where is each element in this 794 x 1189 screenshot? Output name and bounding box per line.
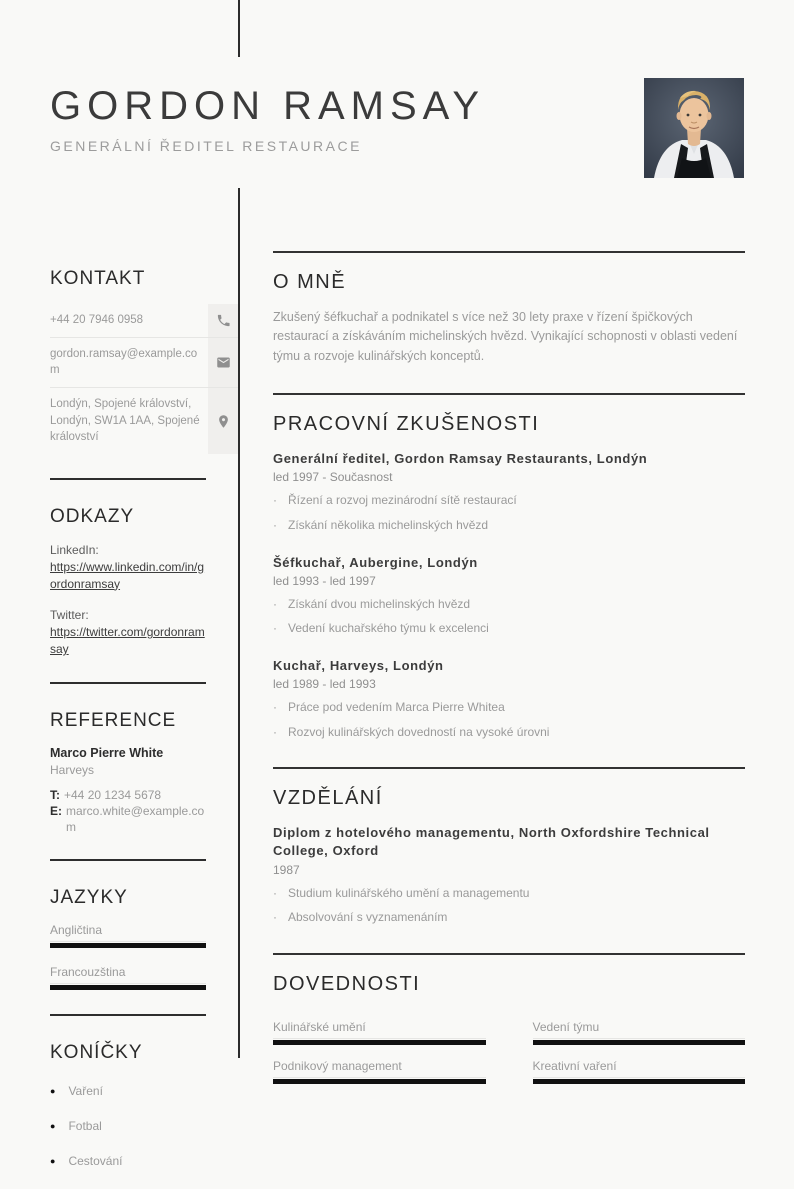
reference-phone-row bbox=[50, 787, 210, 803]
hobby-item bbox=[50, 1119, 238, 1133]
job-dates: led 1993 - led 1997 bbox=[273, 573, 376, 588]
experience-heading: PRACOVNÍ ZKUŠENOSTI bbox=[273, 413, 540, 436]
location-icon bbox=[208, 388, 238, 454]
section-education bbox=[273, 767, 745, 926]
skill-level-bar bbox=[533, 1040, 746, 1045]
twitter-link[interactable]: https://twitter.com/gordonramsay bbox=[50, 625, 205, 657]
reference-email-row bbox=[50, 803, 210, 835]
language-item bbox=[50, 965, 206, 990]
reference-heading: REFERENCE bbox=[50, 709, 177, 731]
link-item-linkedin bbox=[50, 542, 238, 592]
skill-name: Vedení týmu bbox=[533, 1020, 746, 1039]
hobby-item bbox=[50, 1084, 238, 1098]
education-title: Diplom z hotelového managementu, North Oxfordshire Technical College, Oxford bbox=[273, 825, 710, 859]
sidebar bbox=[50, 268, 238, 1189]
skill-item bbox=[533, 1059, 746, 1084]
linkedin-label: LinkedIn: bbox=[50, 543, 99, 558]
link-item-twitter bbox=[50, 607, 238, 657]
bullet-icon: ● bbox=[50, 1120, 56, 1131]
contact-row-email bbox=[50, 338, 238, 388]
bullet-icon: · bbox=[273, 493, 277, 508]
job-bullet: · Řízení a rozvoj mezinárodní sítě restaurací bbox=[273, 493, 517, 508]
contact-row-address bbox=[50, 388, 238, 454]
twitter-label: Twitter: bbox=[50, 608, 89, 623]
main-column bbox=[273, 251, 745, 1125]
reference-email-value: marco.white@example.com bbox=[66, 804, 205, 835]
job-title: Šéfkuchař, Aubergine, Londýn bbox=[273, 554, 478, 570]
job-bullet: · Získání několika michelinských hvězd bbox=[273, 517, 489, 532]
skill-item bbox=[273, 1059, 486, 1084]
bullet-icon: ● bbox=[50, 1085, 56, 1096]
skill-level-bar bbox=[273, 1040, 486, 1045]
job-dates: led 1997 - Současnost bbox=[273, 470, 393, 485]
bullet-icon: · bbox=[273, 700, 277, 715]
language-level-bar bbox=[50, 943, 206, 948]
header bbox=[50, 86, 744, 154]
profile-photo bbox=[644, 78, 744, 178]
job-bullet: · Získání dvou michelinských hvězd bbox=[273, 596, 471, 611]
language-level-bar bbox=[50, 985, 206, 990]
skill-name: Kulinářské umění bbox=[273, 1020, 486, 1039]
skill-item bbox=[273, 1020, 486, 1045]
job-bullet: · Vedení kuchařského týmu k excelenci bbox=[273, 621, 489, 636]
hobby-name: Vaření bbox=[68, 1084, 103, 1099]
skill-name: Kreativní vaření bbox=[533, 1059, 746, 1078]
linkedin-link[interactable]: https://www.linkedin.com/in/gordonramsay bbox=[50, 559, 205, 591]
contact-list bbox=[50, 304, 238, 454]
hobby-name: Cestování bbox=[68, 1154, 123, 1169]
section-about bbox=[273, 251, 745, 366]
skills-heading: DOVEDNOSTI bbox=[273, 972, 421, 995]
reference-company: Harveys bbox=[50, 762, 95, 777]
hobby-item bbox=[50, 1154, 238, 1168]
bullet-icon: · bbox=[273, 621, 277, 636]
job-title: Generální ředitel, Gordon Ramsay Restaurants, Londýn bbox=[273, 451, 648, 467]
skill-item bbox=[533, 1020, 746, 1045]
about-heading: O MNĚ bbox=[273, 271, 347, 293]
job-bullet: · Práce pod vedením Marca Pierre Whitea bbox=[273, 700, 505, 715]
skill-level-bar bbox=[533, 1079, 746, 1084]
job-title: Kuchař, Harveys, Londýn bbox=[273, 657, 444, 673]
bullet-icon: · bbox=[273, 517, 277, 532]
reference-phone-label: T: bbox=[50, 787, 60, 802]
contact-row-phone bbox=[50, 304, 238, 338]
language-name: Francouzština bbox=[50, 965, 206, 984]
sidebar-divider bbox=[50, 682, 206, 684]
education-entry bbox=[273, 824, 745, 926]
bullet-icon: ● bbox=[50, 1155, 56, 1166]
language-item bbox=[50, 923, 206, 948]
person-job-title: GENERÁLNÍ ŘEDITEL RESTAURACE bbox=[50, 138, 362, 154]
column-divider-line bbox=[238, 188, 240, 1058]
phone-value: +44 20 7946 0958 bbox=[50, 314, 144, 326]
skills-grid bbox=[273, 1020, 745, 1098]
bullet-icon: · bbox=[273, 910, 277, 925]
language-name: Angličtina bbox=[50, 923, 206, 942]
portrait-illustration bbox=[644, 78, 744, 178]
bullet-icon: · bbox=[273, 885, 277, 900]
skill-name: Podnikový management bbox=[273, 1059, 486, 1078]
about-text: Zkušený šéfkuchař a podnikatel s více než 30 lety praxe v řízení špičkových restaurací a získáváním michelinských hvězd. Vynikající schopnosti v oblasti vedení týmu a rozvoje kulinářských konceptů. bbox=[273, 310, 738, 363]
reference-name: Marco Pierre White bbox=[50, 745, 164, 760]
education-bullet: · Studium kulinářského umění a managementu bbox=[273, 885, 530, 900]
phone-icon bbox=[208, 304, 238, 337]
education-dates: 1987 bbox=[273, 862, 300, 877]
skill-level-bar bbox=[273, 1079, 486, 1084]
job-entry bbox=[273, 657, 745, 740]
hobby-name: Fotbal bbox=[68, 1119, 102, 1134]
email-value: gordon.ramsay@example.com bbox=[50, 347, 198, 377]
education-heading: VZDĚLÁNÍ bbox=[273, 787, 383, 810]
mail-icon bbox=[208, 338, 238, 387]
links-heading: ODKAZY bbox=[50, 506, 135, 528]
address-value: Londýn, Spojené království, Londýn, SW1A 1AA, Spojené království bbox=[50, 398, 200, 444]
section-skills bbox=[273, 953, 745, 1098]
job-entry bbox=[273, 554, 745, 637]
section-experience bbox=[273, 393, 745, 740]
job-entry bbox=[273, 450, 745, 533]
bullet-icon: · bbox=[273, 724, 277, 739]
hobbies-heading: KONÍČKY bbox=[50, 1042, 143, 1064]
top-divider-line bbox=[238, 0, 240, 57]
sidebar-divider bbox=[50, 859, 206, 861]
sidebar-divider bbox=[50, 1014, 206, 1016]
reference-phone-value: +44 20 1234 5678 bbox=[64, 787, 162, 802]
sidebar-divider bbox=[50, 478, 206, 480]
person-name: GORDON RAMSAY bbox=[50, 84, 486, 128]
bullet-icon: · bbox=[273, 596, 277, 611]
education-bullet: · Absolvování s vyznamenáním bbox=[273, 910, 448, 925]
job-bullet: · Rozvoj kulinářských dovedností na vysoké úrovni bbox=[273, 724, 550, 739]
job-dates: led 1989 - led 1993 bbox=[273, 677, 376, 692]
languages-heading: JAZYKY bbox=[50, 887, 128, 909]
reference-email-label: E: bbox=[50, 804, 62, 818]
contact-heading: KONTAKT bbox=[50, 268, 146, 289]
